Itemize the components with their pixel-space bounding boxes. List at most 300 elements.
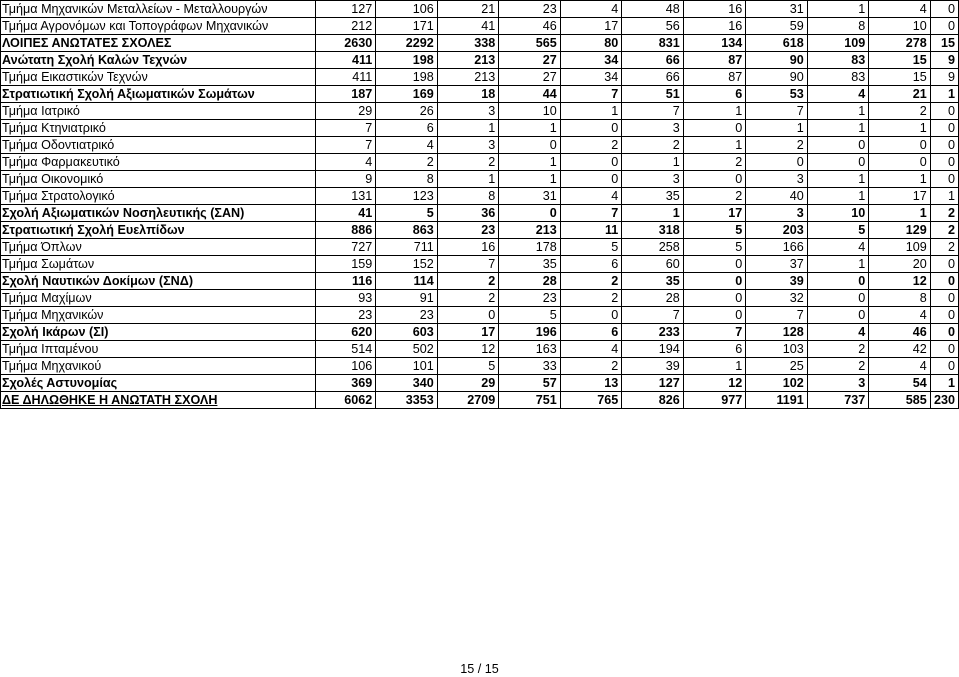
row-value: 411 <box>315 52 375 69</box>
row-value: 2 <box>930 205 958 222</box>
row-value: 0 <box>560 307 622 324</box>
row-value: 25 <box>746 358 808 375</box>
row-value: 0 <box>930 358 958 375</box>
table-row <box>1 341 959 358</box>
row-value: 4 <box>869 307 931 324</box>
row-value: 1 <box>560 103 622 120</box>
row-value: 977 <box>683 392 746 409</box>
row-value: 187 <box>315 86 375 103</box>
row-value: 13 <box>560 375 622 392</box>
row-value: 4 <box>869 1 931 18</box>
row-value: 41 <box>315 205 375 222</box>
row-label: Τμήμα Φαρμακευτικό <box>1 154 316 171</box>
row-value: 620 <box>315 324 375 341</box>
row-value: 5 <box>499 307 561 324</box>
row-value: 8 <box>437 188 499 205</box>
row-value: 1 <box>930 375 958 392</box>
row-value: 171 <box>376 18 438 35</box>
row-value: 2 <box>437 273 499 290</box>
row-value: 2 <box>560 358 622 375</box>
row-value: 711 <box>376 239 438 256</box>
row-value: 131 <box>315 188 375 205</box>
row-value: 3 <box>622 171 684 188</box>
row-value: 0 <box>683 307 746 324</box>
table-row <box>1 392 959 409</box>
row-value: 83 <box>807 69 869 86</box>
row-value: 4 <box>315 154 375 171</box>
row-value: 0 <box>930 324 958 341</box>
row-label: Τμήμα Οικονομικό <box>1 171 316 188</box>
row-value: 21 <box>869 86 931 103</box>
row-value: 0 <box>930 273 958 290</box>
row-value: 48 <box>622 1 684 18</box>
row-value: 5 <box>683 222 746 239</box>
row-value: 16 <box>683 1 746 18</box>
row-value: 29 <box>315 103 375 120</box>
row-value: 5 <box>376 205 438 222</box>
row-value: 4 <box>560 1 622 18</box>
row-value: 4 <box>560 188 622 205</box>
row-value: 128 <box>746 324 808 341</box>
row-value: 2 <box>930 239 958 256</box>
row-value: 10 <box>499 103 561 120</box>
row-value: 1 <box>807 103 869 120</box>
row-value: 46 <box>499 18 561 35</box>
row-value: 3353 <box>376 392 438 409</box>
row-value: 1 <box>683 137 746 154</box>
row-value: 114 <box>376 273 438 290</box>
row-value: 31 <box>746 1 808 18</box>
row-value: 42 <box>869 341 931 358</box>
row-value: 87 <box>683 52 746 69</box>
row-value: 35 <box>622 273 684 290</box>
row-value: 9 <box>315 171 375 188</box>
row-value: 6 <box>683 341 746 358</box>
row-value: 1 <box>807 120 869 137</box>
row-value: 178 <box>499 239 561 256</box>
row-value: 6 <box>560 256 622 273</box>
row-value: 1 <box>622 205 684 222</box>
row-value: 1 <box>807 1 869 18</box>
row-value: 39 <box>746 273 808 290</box>
row-value: 66 <box>622 52 684 69</box>
row-value: 1 <box>930 86 958 103</box>
row-value: 8 <box>807 18 869 35</box>
row-value: 318 <box>622 222 684 239</box>
row-value: 0 <box>930 341 958 358</box>
row-value: 83 <box>807 52 869 69</box>
row-value: 101 <box>376 358 438 375</box>
row-value: 127 <box>315 1 375 18</box>
row-value: 54 <box>869 375 931 392</box>
row-value: 3 <box>437 137 499 154</box>
row-value: 17 <box>869 188 931 205</box>
row-value: 0 <box>807 290 869 307</box>
row-value: 7 <box>315 137 375 154</box>
row-value: 93 <box>315 290 375 307</box>
row-label: Τμήμα Ιατρικό <box>1 103 316 120</box>
row-value: 0 <box>807 307 869 324</box>
row-value: 87 <box>683 69 746 86</box>
table-row <box>1 239 959 256</box>
row-value: 106 <box>376 1 438 18</box>
row-label: Τμήμα Μηχανικού <box>1 358 316 375</box>
table-row <box>1 222 959 239</box>
row-value: 23 <box>376 307 438 324</box>
row-value: 751 <box>499 392 561 409</box>
row-value: 0 <box>807 273 869 290</box>
row-value: 15 <box>930 35 958 52</box>
row-value: 109 <box>807 35 869 52</box>
row-value: 20 <box>869 256 931 273</box>
row-value: 5 <box>807 222 869 239</box>
row-label: Τμήμα Στρατολογικό <box>1 188 316 205</box>
row-value: 129 <box>869 222 931 239</box>
row-value: 0 <box>683 256 746 273</box>
table-row <box>1 188 959 205</box>
table-row <box>1 86 959 103</box>
row-label: Τμήμα Σωμάτων <box>1 256 316 273</box>
table-row <box>1 273 959 290</box>
row-value: 29 <box>437 375 499 392</box>
table-row <box>1 358 959 375</box>
row-value: 1 <box>499 171 561 188</box>
row-label: Σχολή Ικάρων (ΣΙ) <box>1 324 316 341</box>
row-value: 1 <box>499 120 561 137</box>
row-value: 198 <box>376 52 438 69</box>
row-value: 127 <box>622 375 684 392</box>
table-row <box>1 205 959 222</box>
table-row <box>1 375 959 392</box>
row-value: 23 <box>437 222 499 239</box>
row-label: Ανώτατη Σχολή Καλών Τεχνών <box>1 52 316 69</box>
row-value: 4 <box>807 86 869 103</box>
row-value: 15 <box>869 69 931 86</box>
row-value: 0 <box>683 290 746 307</box>
row-value: 6 <box>560 324 622 341</box>
row-label: Σχολή Αξιωματικών Νοσηλευτικής (ΣΑΝ) <box>1 205 316 222</box>
row-label: Τμήμα Μαχίμων <box>1 290 316 307</box>
row-value: 0 <box>499 137 561 154</box>
row-value: 1 <box>807 171 869 188</box>
row-value: 1 <box>499 154 561 171</box>
row-value: 585 <box>869 392 931 409</box>
row-value: 134 <box>683 35 746 52</box>
row-value: 2 <box>807 341 869 358</box>
row-value: 194 <box>622 341 684 358</box>
row-value: 2 <box>376 154 438 171</box>
row-value: 41 <box>437 18 499 35</box>
row-value: 59 <box>746 18 808 35</box>
table-row <box>1 120 959 137</box>
table-row <box>1 52 959 69</box>
row-value: 4 <box>869 358 931 375</box>
row-value: 0 <box>869 154 931 171</box>
table-row <box>1 324 959 341</box>
row-value: 7 <box>437 256 499 273</box>
row-value: 17 <box>560 18 622 35</box>
row-value: 196 <box>499 324 561 341</box>
row-value: 233 <box>622 324 684 341</box>
row-value: 46 <box>869 324 931 341</box>
row-value: 56 <box>622 18 684 35</box>
row-value: 2 <box>683 188 746 205</box>
row-value: 411 <box>315 69 375 86</box>
row-value: 0 <box>560 171 622 188</box>
row-value: 0 <box>683 120 746 137</box>
row-value: 203 <box>746 222 808 239</box>
row-value: 3 <box>437 103 499 120</box>
row-value: 2292 <box>376 35 438 52</box>
row-value: 35 <box>499 256 561 273</box>
row-value: 3 <box>746 171 808 188</box>
row-value: 0 <box>930 307 958 324</box>
row-value: 0 <box>930 103 958 120</box>
row-value: 765 <box>560 392 622 409</box>
row-value: 11 <box>560 222 622 239</box>
row-value: 1 <box>746 120 808 137</box>
row-value: 17 <box>437 324 499 341</box>
table-row <box>1 18 959 35</box>
row-value: 23 <box>499 290 561 307</box>
table-row <box>1 154 959 171</box>
row-label: Στρατιωτική Σχολή Ευελπίδων <box>1 222 316 239</box>
row-value: 26 <box>376 103 438 120</box>
row-value: 8 <box>869 290 931 307</box>
row-value: 1191 <box>746 392 808 409</box>
table-row <box>1 69 959 86</box>
row-value: 16 <box>683 18 746 35</box>
row-value: 1 <box>437 171 499 188</box>
row-value: 18 <box>437 86 499 103</box>
row-value: 0 <box>930 1 958 18</box>
row-value: 35 <box>622 188 684 205</box>
row-value: 737 <box>807 392 869 409</box>
table-row <box>1 256 959 273</box>
row-label: ΛΟΙΠΕΣ ΑΝΩΤΑΤΕΣ ΣΧΟΛΕΣ <box>1 35 316 52</box>
row-value: 2630 <box>315 35 375 52</box>
row-value: 0 <box>807 137 869 154</box>
row-value: 2 <box>622 137 684 154</box>
row-value: 57 <box>499 375 561 392</box>
row-value: 7 <box>746 307 808 324</box>
row-value: 28 <box>499 273 561 290</box>
row-value: 2 <box>683 154 746 171</box>
table-row <box>1 137 959 154</box>
row-value: 34 <box>560 52 622 69</box>
row-value: 0 <box>930 18 958 35</box>
row-value: 6 <box>683 86 746 103</box>
row-value: 0 <box>930 171 958 188</box>
row-value: 32 <box>746 290 808 307</box>
row-value: 0 <box>930 256 958 273</box>
table-row <box>1 35 959 52</box>
row-value: 0 <box>746 154 808 171</box>
row-value: 91 <box>376 290 438 307</box>
row-value: 7 <box>560 205 622 222</box>
row-value: 90 <box>746 52 808 69</box>
row-value: 2 <box>807 358 869 375</box>
row-value: 1 <box>930 188 958 205</box>
row-value: 213 <box>437 69 499 86</box>
row-value: 10 <box>807 205 869 222</box>
row-label: Τμήμα Κτηνιατρικό <box>1 120 316 137</box>
row-value: 2 <box>560 290 622 307</box>
table-body <box>1 1 959 409</box>
row-value: 39 <box>622 358 684 375</box>
row-value: 0 <box>499 205 561 222</box>
row-value: 369 <box>315 375 375 392</box>
row-value: 0 <box>560 120 622 137</box>
row-label: Τμήμα Οδοντιατρικό <box>1 137 316 154</box>
row-label: Στρατιωτική Σχολή Αξιωματικών Σωμάτων <box>1 86 316 103</box>
row-value: 116 <box>315 273 375 290</box>
row-value: 6062 <box>315 392 375 409</box>
row-value: 1 <box>869 120 931 137</box>
row-value: 1 <box>683 103 746 120</box>
row-value: 514 <box>315 341 375 358</box>
row-value: 1 <box>869 205 931 222</box>
row-value: 123 <box>376 188 438 205</box>
row-value: 152 <box>376 256 438 273</box>
row-value: 159 <box>315 256 375 273</box>
row-value: 1 <box>683 358 746 375</box>
row-value: 2 <box>437 154 499 171</box>
row-value: 7 <box>560 86 622 103</box>
row-value: 863 <box>376 222 438 239</box>
row-value: 44 <box>499 86 561 103</box>
table-row <box>1 171 959 188</box>
row-value: 1 <box>437 120 499 137</box>
row-value: 565 <box>499 35 561 52</box>
row-value: 3 <box>746 205 808 222</box>
row-value: 166 <box>746 239 808 256</box>
row-value: 66 <box>622 69 684 86</box>
row-value: 10 <box>869 18 931 35</box>
row-value: 17 <box>683 205 746 222</box>
row-value: 2 <box>869 103 931 120</box>
row-value: 5 <box>437 358 499 375</box>
row-value: 103 <box>746 341 808 358</box>
row-value: 278 <box>869 35 931 52</box>
row-value: 340 <box>376 375 438 392</box>
row-value: 31 <box>499 188 561 205</box>
row-value: 0 <box>807 154 869 171</box>
row-value: 33 <box>499 358 561 375</box>
row-value: 21 <box>437 1 499 18</box>
row-value: 338 <box>437 35 499 52</box>
row-value: 2 <box>560 273 622 290</box>
row-value: 1 <box>622 154 684 171</box>
row-value: 213 <box>499 222 561 239</box>
row-value: 23 <box>315 307 375 324</box>
table-row <box>1 307 959 324</box>
row-value: 2 <box>560 137 622 154</box>
row-label: Τμήμα Ιπταμένου <box>1 341 316 358</box>
row-value: 36 <box>437 205 499 222</box>
row-value: 502 <box>376 341 438 358</box>
row-value: 727 <box>315 239 375 256</box>
row-value: 213 <box>437 52 499 69</box>
row-value: 831 <box>622 35 684 52</box>
row-value: 40 <box>746 188 808 205</box>
table-row <box>1 290 959 307</box>
row-value: 0 <box>683 171 746 188</box>
row-value: 9 <box>930 52 958 69</box>
row-value: 2 <box>930 222 958 239</box>
row-value: 15 <box>869 52 931 69</box>
row-value: 51 <box>622 86 684 103</box>
row-value: 1 <box>807 256 869 273</box>
row-value: 1 <box>807 188 869 205</box>
row-value: 4 <box>807 324 869 341</box>
row-value: 3 <box>622 120 684 137</box>
row-value: 53 <box>746 86 808 103</box>
row-value: 90 <box>746 69 808 86</box>
row-label: ΔΕ ΔΗΛΩΘΗΚΕ Η ΑΝΩΤΑΤΗ ΣΧΟΛΗ <box>1 392 316 409</box>
row-value: 7 <box>683 324 746 341</box>
row-value: 198 <box>376 69 438 86</box>
row-label: Σχολές Αστυνομίας <box>1 375 316 392</box>
row-value: 0 <box>930 137 958 154</box>
row-value: 0 <box>683 273 746 290</box>
row-value: 27 <box>499 52 561 69</box>
row-value: 163 <box>499 341 561 358</box>
row-value: 106 <box>315 358 375 375</box>
row-label: Σχολή Ναυτικών Δοκίμων (ΣΝΔ) <box>1 273 316 290</box>
row-value: 603 <box>376 324 438 341</box>
row-label: Τμήμα Όπλων <box>1 239 316 256</box>
row-label: Τμήμα Εικαστικών Τεχνών <box>1 69 316 86</box>
row-value: 109 <box>869 239 931 256</box>
row-value: 1 <box>869 171 931 188</box>
row-value: 7 <box>622 103 684 120</box>
row-value: 7 <box>622 307 684 324</box>
row-value: 0 <box>930 154 958 171</box>
row-value: 8 <box>376 171 438 188</box>
row-value: 12 <box>683 375 746 392</box>
row-value: 0 <box>437 307 499 324</box>
row-value: 230 <box>930 392 958 409</box>
row-value: 3 <box>807 375 869 392</box>
row-value: 12 <box>437 341 499 358</box>
row-value: 102 <box>746 375 808 392</box>
row-label: Τμήμα Μηχανικών <box>1 307 316 324</box>
row-value: 23 <box>499 1 561 18</box>
row-value: 169 <box>376 86 438 103</box>
row-label: Τμήμα Μηχανικών Μεταλλείων - Μεταλλουργών <box>1 1 316 18</box>
page-number: 15 / 15 <box>460 662 499 676</box>
row-value: 212 <box>315 18 375 35</box>
row-value: 27 <box>499 69 561 86</box>
row-value: 34 <box>560 69 622 86</box>
row-value: 2 <box>746 137 808 154</box>
row-value: 4 <box>807 239 869 256</box>
row-value: 618 <box>746 35 808 52</box>
row-value: 0 <box>930 120 958 137</box>
row-value: 7 <box>315 120 375 137</box>
row-value: 0 <box>560 154 622 171</box>
row-value: 60 <box>622 256 684 273</box>
row-value: 4 <box>376 137 438 154</box>
row-value: 0 <box>869 137 931 154</box>
table-row <box>1 1 959 18</box>
row-label: Τμήμα Αγρονόμων και Τοπογράφων Μηχανικών <box>1 18 316 35</box>
table-row <box>1 103 959 120</box>
row-value: 80 <box>560 35 622 52</box>
row-value: 258 <box>622 239 684 256</box>
row-value: 2709 <box>437 392 499 409</box>
